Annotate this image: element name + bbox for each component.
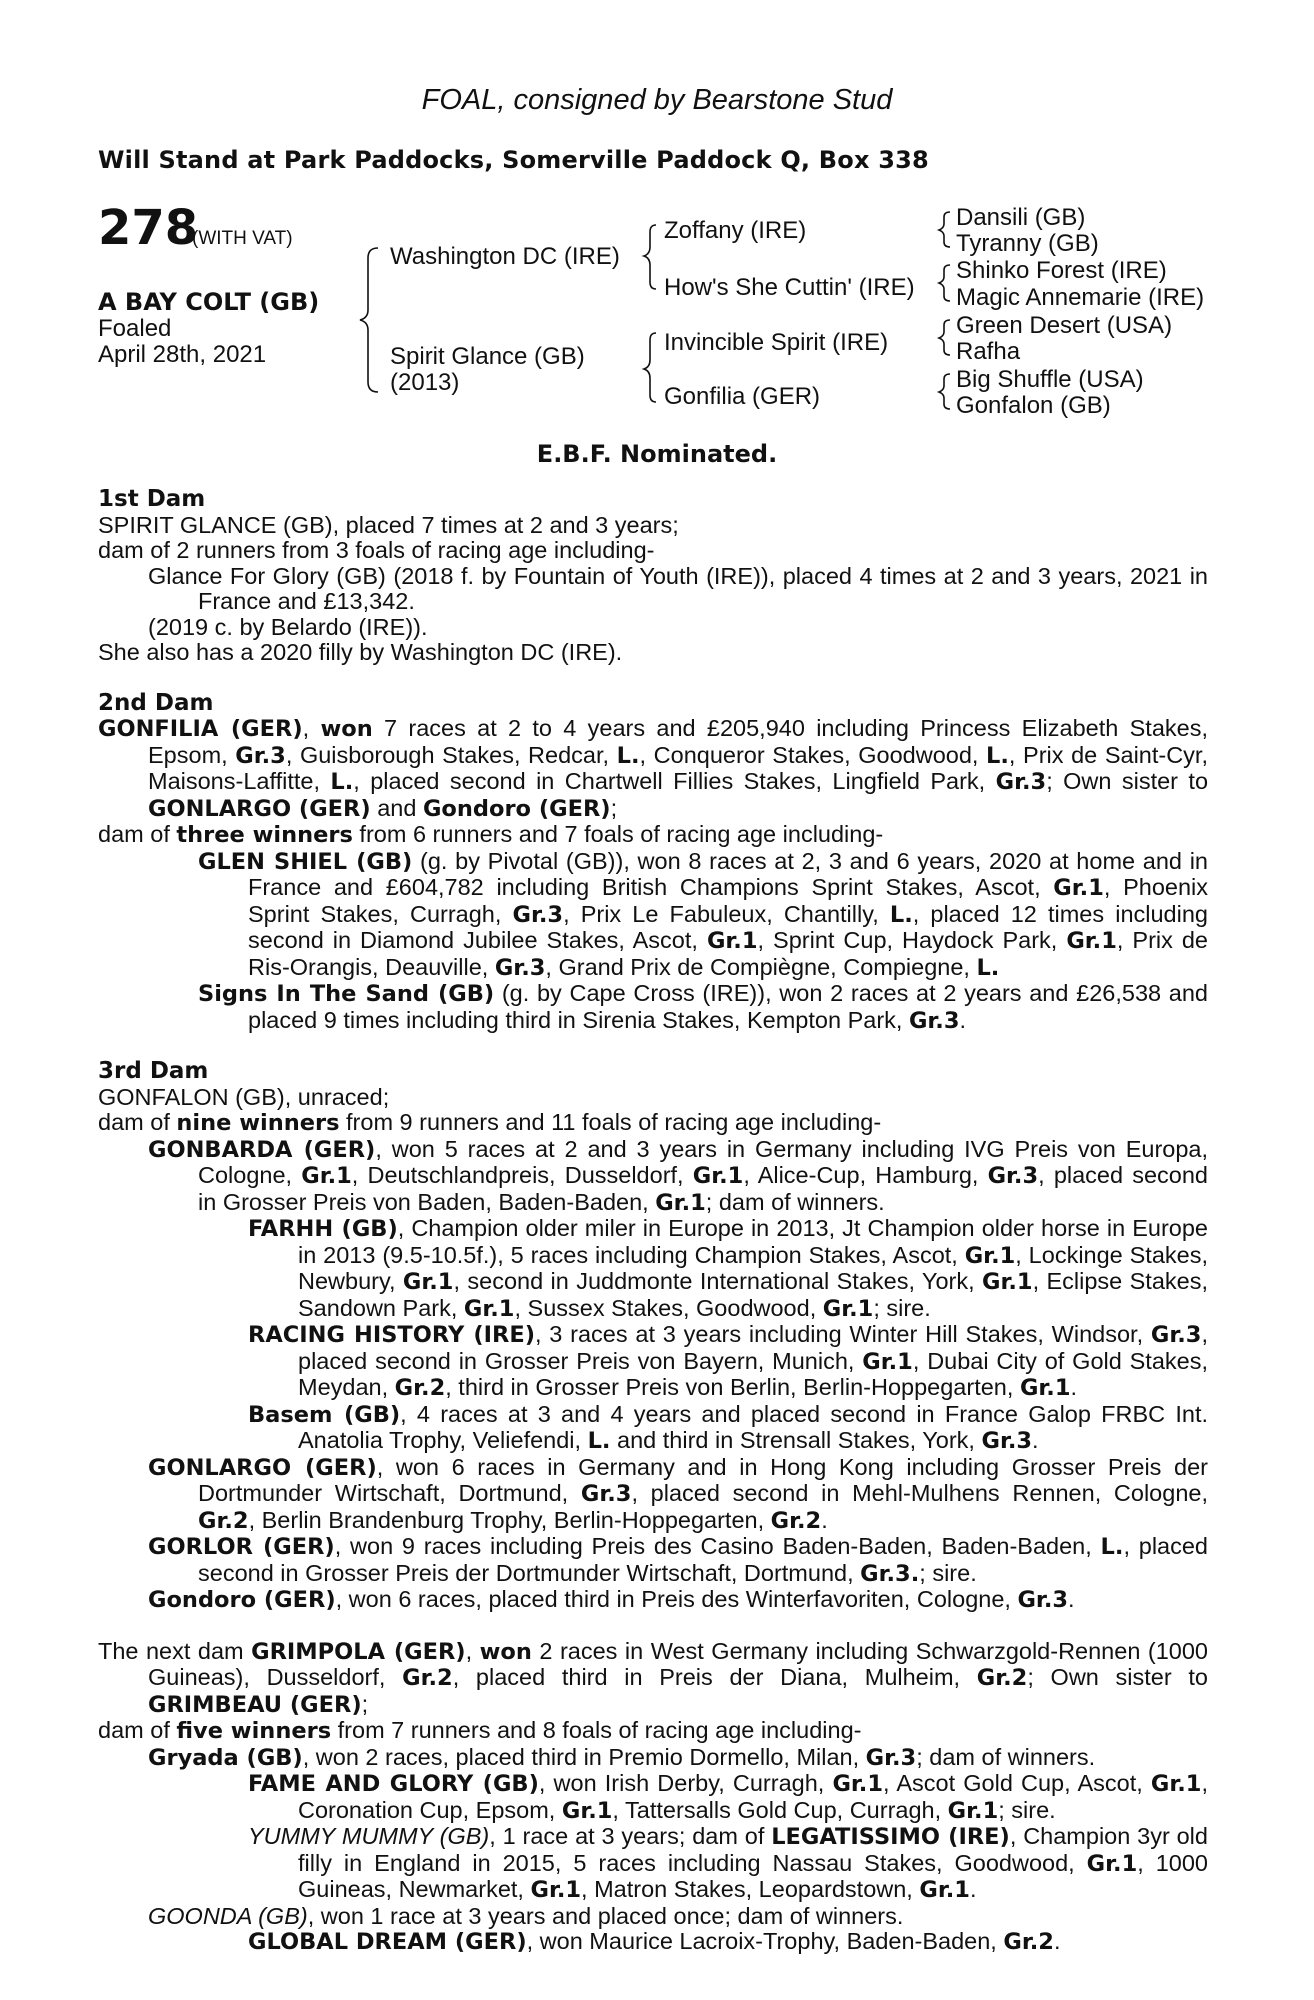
yummy-mummy-entry	[98, 1824, 1208, 1904]
horse-name: Gondoro (GER)	[148, 1587, 336, 1613]
entry-text: , won 9 races including Preis des Casino Baden-Baden, Baden-Baden,	[334, 1533, 1101, 1559]
grade: Gr.3	[512, 901, 564, 928]
entry-text: , 3 races at 3 years including Winter Hill Stakes, Windsor,	[535, 1321, 1151, 1347]
won-text: won	[479, 1638, 532, 1665]
global-dream-entry	[98, 1929, 1208, 1956]
gg-1: Dansili (GB)	[956, 204, 1086, 231]
entry-text: .	[959, 1006, 967, 1033]
grade: Gr.3.	[860, 1560, 920, 1587]
entry-text: , Grand Prix de Compiègne, Compiegne,	[545, 953, 977, 980]
gonfilia-name: GONFILIA (GER)	[98, 716, 303, 742]
gonfilia-text: , Prix de Saint-Cyr, Maisons-Laffitte,	[148, 741, 1208, 794]
grade: Gr.1	[692, 1163, 744, 1189]
entry-text: , placed 12 times including second in Diamond Jubilee Stakes, Ascot,	[248, 900, 1208, 953]
third-dam-line-1: GONFALON (GB), unraced;	[98, 1083, 390, 1110]
foaled-label: Foaled	[98, 315, 172, 342]
g-brace-3	[939, 320, 950, 355]
grade: L.	[587, 1428, 611, 1454]
entry-text: , won 6 races in Germany and in Hong Kong including Grosser Preis der Dortmunder Wirtschaft, Dortmund,	[198, 1453, 1208, 1506]
grade: Gr.1	[530, 1877, 582, 1903]
gonfilia-text: , Conqueror Stakes, Goodwood,	[639, 741, 987, 768]
grade: Gr.1	[301, 1163, 352, 1189]
entry-text: , second in Juddmonte International Stakes, York,	[453, 1268, 983, 1294]
g-brace-1	[939, 212, 950, 247]
grade: Gr.2	[394, 1375, 446, 1401]
entry-text: , Eclipse Stakes, Sandown Park,	[298, 1268, 1209, 1321]
entry-text: ; dam of winners.	[916, 1743, 1096, 1770]
entry-text: , placed second in Mehl-Mulhens Rennen, Cologne,	[631, 1480, 1208, 1506]
first-dam-produce-2: (2019 c. by Belardo (IRE)).	[148, 613, 428, 640]
entry-text: , won 1 race at 3 years and placed once; dam of winners.	[307, 1902, 904, 1929]
entry-text: , placed second in Grosser Preis der Dortmunder Wirtschaft, Dortmund,	[198, 1533, 1208, 1586]
entry-text: .	[1032, 1427, 1039, 1453]
first-dam-line-2: dam of 2 runners from 3 foals of racing age including-	[98, 537, 655, 563]
horse-name: Basem (GB)	[248, 1401, 401, 1428]
dam-sire-name: Invincible Spirit (IRE)	[664, 329, 889, 356]
lot-number: 278	[98, 200, 199, 256]
gonfilia-text: ; Own sister to	[1046, 768, 1209, 794]
entry-text: The next dam	[98, 1637, 252, 1664]
entry-text: , Champion 3yr old filly in England in 2015, 5 races including Nassau Stakes, Goodwood,	[298, 1823, 1208, 1876]
grimpola-entry: The next dam GRIMPOLA (GER), won 2 races in West Germany including Schwarzgold-Rennen (1000 Guineas), Dusseldorf, Gr.2, placed third in Preis der Diana, Mulheim, Gr.2; Own sister to GRIMBEAU (GER);	[98, 1637, 1208, 1718]
horse-name: GONLARGO (GER)	[148, 1454, 377, 1481]
horse-name: GONBARDA (GER)	[148, 1136, 376, 1163]
dam-brace	[644, 333, 656, 402]
dam-details	[98, 487, 1208, 1956]
entry-text: .	[1068, 1586, 1075, 1612]
entry-text: , Matron Stakes, Leopardstown,	[581, 1876, 920, 1902]
first-dam-line-5: She also has a 2020 filly by Washington DC (IRE).	[98, 639, 623, 665]
signs-in-the-sand-entry	[98, 981, 1208, 1034]
gg-5: Green Desert (USA)	[956, 312, 1173, 339]
dam-of-text: dam of	[98, 1109, 177, 1135]
grade: Gr.3	[235, 742, 286, 769]
runners-text: from 6 runners and 7 foals of racing age including-	[352, 821, 884, 847]
gg-8: Gonfalon (GB)	[956, 392, 1111, 419]
first-dam-line-1: SPIRIT GLANCE (GB), placed 7 times at 2 and 3 years;	[98, 511, 679, 538]
entry-text: .	[1053, 1928, 1061, 1954]
entry-text: , placed second in Grosser Preis von Bayern, Munich,	[298, 1321, 1208, 1374]
horse-name: LEGATISSIMO (IRE)	[771, 1824, 1010, 1850]
entry-text: ; dam of winners.	[705, 1188, 885, 1215]
grade: L.	[616, 742, 640, 769]
grade: L.	[986, 742, 1009, 769]
entry-text: , Phoenix Sprint Stakes, Curragh,	[248, 874, 1209, 927]
gondoro-entry	[98, 1587, 1208, 1614]
gonfilia-text: ;	[610, 794, 618, 821]
grade: Gr.3	[987, 1163, 1039, 1189]
grade: Gr.1	[1053, 875, 1104, 901]
horse-name: FARHH (GB)	[248, 1216, 398, 1242]
grade: Gr.3	[995, 769, 1047, 795]
gonfilia-text: and	[370, 794, 423, 821]
sibling-name: GONLARGO (GER)	[148, 795, 371, 822]
gonfilia-text: , Guisborough Stakes, Redcar,	[285, 741, 617, 768]
entry-text: , Ascot Gold Cup, Ascot,	[883, 1770, 1151, 1796]
third-dam-of	[98, 1110, 1208, 1137]
sibling-name: Gondoro (GER)	[422, 795, 611, 822]
consignment-heading: FOAL, consigned by Bearstone Stud	[421, 84, 893, 116]
entry-text: , Prix Le Fabuleux, Chantilly,	[563, 900, 890, 927]
grade: Gr.2	[976, 1665, 1028, 1691]
grade: Gr.2	[198, 1507, 249, 1534]
gonfilia-text: , placed second in Chartwell Fillies Stakes, Lingfield Park,	[353, 768, 996, 794]
grade: Gr.1	[402, 1269, 454, 1295]
horse-name: GLEN SHIEL (GB)	[198, 848, 413, 875]
entry-text: 2 races in West Germany including Schwarzgold-Rennen (1000 Guineas), Dusseldorf,	[148, 1637, 1208, 1690]
grade: Gr.1	[1086, 1850, 1138, 1877]
grade: Gr.2	[1003, 1929, 1054, 1955]
entry-text: , Dubai City of Gold Stakes, Meydan,	[298, 1347, 1209, 1400]
grade: Gr.1	[706, 928, 758, 954]
grade: Gr.1	[655, 1189, 706, 1216]
grade: Gr.1	[919, 1877, 970, 1903]
horse-name: GLOBAL DREAM (GER)	[248, 1929, 527, 1955]
gonfilia-entry: GONFILIA (GER), won 7 races at 2 to 4 years and £205,940 including Princess Elizabeth Stakes, Epsom, Gr.3, Guisborough Stakes, Redcar, L., Conqueror Stakes, Goodwood, L., Prix de Saint-Cyr, Maisons-Laffitte, L., placed second in Chartwell Fillies Stakes, Lingfield Park, Gr.3; Own sister to GONLARGO (GER) and Gondoro (GER);	[98, 715, 1209, 822]
grade: L.	[976, 954, 1000, 981]
gonbarda-entry	[98, 1137, 1208, 1217]
entry-text: ; sire.	[873, 1294, 931, 1321]
grade: Gr.1	[862, 1348, 913, 1375]
entry-text: (g. by Pivotal (GB)), won 8 races at 2, 3 and 6 years, 2020 at home and in France and £604,782 including British Champions Sprint Stakes, Ascot,	[248, 847, 1208, 900]
gg-7: Big Shuffle (USA)	[956, 366, 1144, 393]
entry-text: , third in Grosser Preis von Berlin, Berlin-Hoppegarten,	[445, 1374, 1020, 1400]
sire-brace	[644, 225, 656, 289]
entry-text: , won Irish Derby, Curragh,	[538, 1770, 833, 1796]
entry-text: , Berlin Brandenburg Trophy, Berlin-Hoppegarten,	[248, 1506, 771, 1533]
horse-name: Gryada (GB)	[148, 1744, 303, 1771]
entry-text: .	[969, 1876, 977, 1902]
entry-text: , Prix de Ris-Orangis, Deauville,	[248, 927, 1209, 980]
racing-history-entry	[98, 1322, 1208, 1402]
winners-count: five winners	[176, 1718, 332, 1744]
winners-count: nine winners	[176, 1110, 340, 1136]
horse-name: RACING HISTORY (IRE)	[248, 1322, 535, 1348]
grade: Gr.1	[822, 1295, 874, 1322]
gonlargo-entry	[98, 1455, 1208, 1535]
entry-text: ; sire.	[919, 1559, 977, 1586]
gonfilia-won: won	[320, 716, 373, 742]
horse-name: Signs In The Sand (GB)	[198, 981, 495, 1007]
grade: Gr.1	[947, 1797, 999, 1824]
entry-text: , 1000 Guineas, Newmarket,	[298, 1849, 1209, 1902]
farhh-entry	[98, 1216, 1208, 1322]
gg-4: Magic Annemarie (IRE)	[956, 284, 1205, 311]
grade: Gr.1	[982, 1269, 1033, 1295]
grade: L.	[889, 901, 913, 928]
goonda-entry	[98, 1904, 1208, 1930]
entry-text: , won 2 races, placed third in Premio Dormello, Milan,	[302, 1743, 866, 1770]
foaled-date: April 28th, 2021	[98, 341, 267, 368]
grade: Gr.3	[1150, 1322, 1202, 1348]
grade: Gr.1	[1019, 1375, 1071, 1401]
runners-text: from 9 runners and 11 foals of racing age including-	[339, 1109, 882, 1135]
stand-location: Will Stand at Park Paddocks, Somerville Paddock Q, Box 338	[98, 146, 929, 174]
entry-text: , 4 races at 3 and 4 years and placed second in France Galop FRBC Int. Anatolia Trophy, Veliefendi,	[298, 1400, 1208, 1453]
sire-dam-name: How's She Cuttin' (IRE)	[664, 274, 915, 301]
grade: Gr.2	[770, 1507, 822, 1534]
gg-6: Rafha	[956, 338, 1021, 365]
lot-description: A BAY COLT (GB)	[98, 288, 320, 316]
entry-text: , 1 race at 3 years; dam of	[489, 1823, 772, 1849]
grade: Gr.3	[494, 954, 546, 981]
entry-text: , placed third in Preis der Diana, Mulheim,	[452, 1664, 977, 1690]
horse-name: GORLOR (GER)	[148, 1534, 335, 1560]
entry-text: .	[1070, 1374, 1078, 1400]
grade: L.	[330, 769, 354, 795]
g-brace-4	[939, 374, 950, 409]
sibling-name: GRIMBEAU (GER)	[148, 1691, 362, 1718]
entry-text: ;	[361, 1690, 369, 1717]
entry-text: and third in Strensall Stakes, York,	[610, 1427, 982, 1453]
second-dam-title: 2nd Dam	[98, 689, 214, 716]
grade: Gr.3	[580, 1481, 632, 1507]
next-dam-of	[98, 1718, 1208, 1745]
entry-text: , won 5 races at 2 and 3 years in Germany including IVG Preis von Europa, Cologne,	[198, 1135, 1209, 1188]
gg-2: Tyranny (GB)	[956, 230, 1099, 257]
dam-name: Spirit Glance (GB)	[390, 343, 585, 370]
entry-text: , Alice-Cup, Hamburg,	[743, 1162, 988, 1188]
entry-text: , placed second in Grosser Preis von Baden, Baden-Baden,	[198, 1162, 1208, 1215]
winners-count: three winners	[176, 822, 353, 848]
entry-text: , Champion older miler in Europe in 2013, Jt Champion older horse in Europe in 2013 (9.5-10.5f.), 5 races including Champion Stakes, Ascot,	[298, 1215, 1208, 1268]
grade: Gr.1	[1150, 1771, 1202, 1797]
grade: L.	[1100, 1534, 1124, 1560]
grade: Gr.3	[908, 1007, 960, 1034]
grade: Gr.1	[964, 1242, 1016, 1269]
basem-entry	[98, 1402, 1208, 1455]
entry-text: , won Maurice Lacroix-Trophy, Baden-Baden,	[526, 1928, 1004, 1954]
ebf-nominated: E.B.F. Nominated.	[536, 440, 778, 468]
grade: Gr.1	[463, 1295, 515, 1322]
grade: Gr.3	[1017, 1587, 1069, 1613]
entry-text: , Sussex Stakes, Goodwood,	[514, 1294, 823, 1321]
gryada-entry	[98, 1745, 1208, 1772]
dam-year: (2013)	[390, 369, 460, 396]
entry-text: , Tattersalls Gold Cup, Curragh,	[612, 1796, 948, 1823]
entry-text: , Deutschlandpreis, Dusseldorf,	[351, 1162, 693, 1188]
dam-of-text: dam of	[98, 1717, 177, 1743]
sire-sire-name: Zoffany (IRE)	[664, 217, 807, 244]
grade: Gr.2	[402, 1665, 453, 1691]
horse-name: YUMMY MUMMY (GB)	[248, 1823, 490, 1849]
main-brace	[360, 248, 378, 392]
entry-text: ; sire.	[998, 1796, 1056, 1823]
second-dam-of	[98, 822, 1208, 849]
dam-of-text: dam of	[98, 821, 177, 847]
grade: Gr.1	[561, 1797, 613, 1824]
fame-and-glory-entry	[98, 1771, 1208, 1824]
entry-text: ; Own sister to	[1027, 1664, 1208, 1690]
g-brace-2	[939, 265, 950, 301]
vat-note: (WITH VAT)	[192, 228, 293, 249]
gg-3: Shinko Forest (IRE)	[956, 257, 1167, 284]
horse-name: FAME AND GLORY (GB)	[248, 1771, 539, 1797]
entry-text: , Lockinge Stakes, Newbury,	[298, 1241, 1209, 1294]
grade: Gr.1	[1066, 928, 1117, 954]
horse-name: GOONDA (GB)	[148, 1902, 308, 1929]
entry-text: , Coronation Cup, Epsom,	[298, 1770, 1208, 1823]
first-dam-title: 1st Dam	[98, 486, 206, 512]
entry-text: .	[821, 1506, 828, 1533]
grade: Gr.1	[832, 1771, 883, 1797]
sire-name: Washington DC (IRE)	[390, 243, 620, 270]
runners-text: from 7 runners and 8 foals of racing age including-	[331, 1717, 862, 1743]
grade: Gr.3	[981, 1428, 1033, 1454]
gonfilia-text: 7 races at 2 to 4 years and £205,940 including Princess Elizabeth Stakes, Epsom,	[148, 715, 1208, 768]
entry-text: (g. by Cape Cross (IRE)), won 2 races at 2 years and £26,538 and placed 9 times including third in Sirenia Stakes, Kempton Park,	[248, 980, 1208, 1033]
horse-name: GRIMPOLA (GER)	[251, 1638, 466, 1665]
grade: Gr.3	[865, 1744, 917, 1771]
glen-shiel-entry	[98, 849, 1208, 982]
entry-text: , won 6 races, placed third in Preis des Winterfavoriten, Cologne,	[335, 1586, 1018, 1612]
first-dam-produce-1: Glance For Glory (GB) (2018 f. by Fountain of Youth (IRE)), placed 4 times at 2 and 3 years, 2021 in France and £13,342.	[148, 562, 1208, 614]
dam-dam-name: Gonfilia (GER)	[664, 383, 821, 410]
third-dam-title: 3rd Dam	[98, 1058, 209, 1084]
gorlor-entry	[98, 1534, 1208, 1587]
entry-text: , Sprint Cup, Haydock Park,	[757, 927, 1067, 953]
